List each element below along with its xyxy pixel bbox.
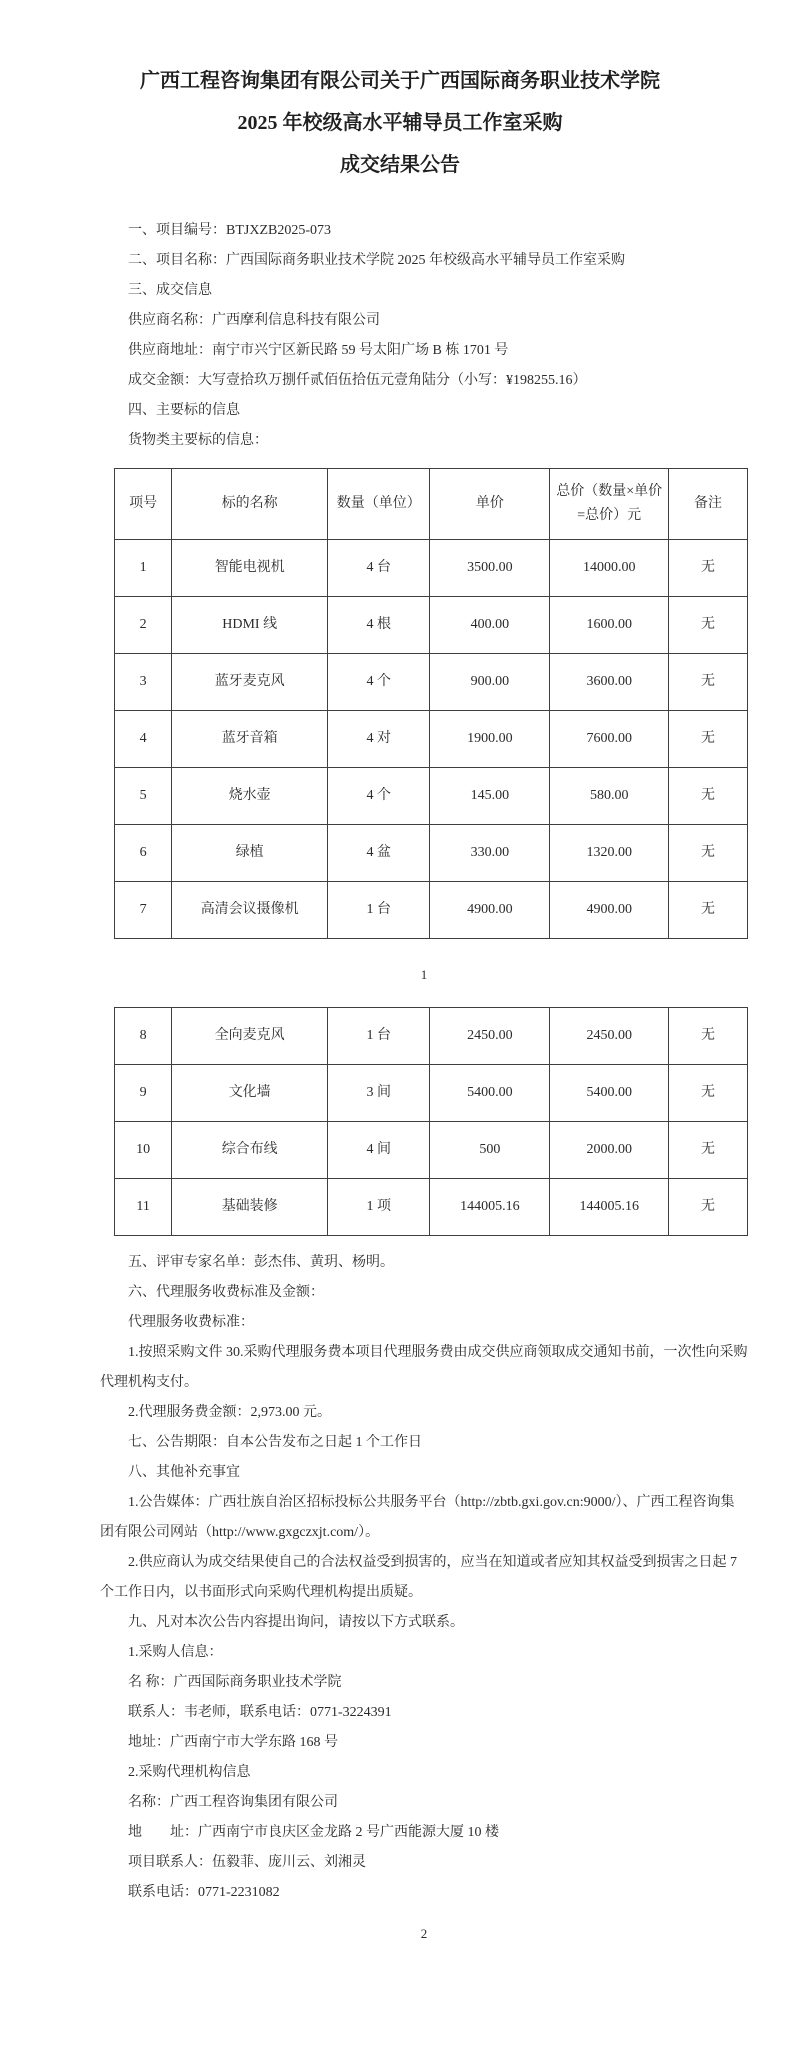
cell-remark: 无 — [669, 1065, 748, 1122]
cell-quantity: 4 间 — [328, 1122, 430, 1179]
project-number-paragraph: 一、项目编号：BTJXZB2025-073 — [128, 223, 331, 238]
cell-item-no: 11 — [115, 1179, 172, 1236]
table-row — [115, 1065, 748, 1122]
cell-unit-price: 3500.00 — [430, 540, 550, 597]
cell-total-price: 4900.00 — [550, 882, 669, 939]
table-row — [115, 882, 748, 939]
cell-unit-price: 4900.00 — [430, 882, 550, 939]
cell-quantity: 4 个 — [328, 768, 430, 825]
agency-phone-paragraph: 联系电话：0771-2231082 — [128, 1885, 280, 1900]
cell-item-no: 4 — [115, 711, 172, 768]
table-row — [115, 825, 748, 882]
table-header-row — [115, 469, 748, 540]
agency-fee-rule-paragraph: 1.按照采购文件 30.采购代理服务费本项目代理服务费由成交供应商领取成交通知书前，一次性向采购代理机构支付。 — [100, 1345, 748, 1390]
purchaser-name-paragraph: 名 称：广西国际商务职业技术学院 — [128, 1675, 342, 1690]
cell-item-no: 8 — [115, 1008, 172, 1065]
header-remark: 备注 — [669, 469, 748, 540]
cell-item-no: 1 — [115, 540, 172, 597]
cell-item-name: 高清会议摄像机 — [172, 882, 328, 939]
cell-item-no: 10 — [115, 1122, 172, 1179]
cell-remark: 无 — [669, 540, 748, 597]
table-row — [115, 597, 748, 654]
purchaser-address-paragraph: 地址：广西南宁市大学东路 168 号 — [128, 1735, 338, 1750]
cell-quantity: 4 个 — [328, 654, 430, 711]
cell-total-price: 2000.00 — [550, 1122, 669, 1179]
header-item-name: 标的名称 — [172, 469, 328, 540]
cell-remark: 无 — [669, 597, 748, 654]
header-quantity: 数量（单位） — [328, 469, 430, 540]
cell-unit-price: 145.00 — [430, 768, 550, 825]
table-row — [115, 768, 748, 825]
cell-remark: 无 — [669, 768, 748, 825]
supplier-name-paragraph: 供应商名称：广西摩利信息科技有限公司 — [128, 313, 380, 328]
cell-quantity: 1 台 — [328, 1008, 430, 1065]
cell-item-name: 蓝牙麦克风 — [172, 654, 328, 711]
other-matters-heading: 八、其他补充事宜 — [128, 1465, 240, 1480]
items-table-page1 — [114, 468, 748, 939]
objection-paragraph: 2.供应商认为成交结果使自己的合法权益受到损害的，应当在知道或者应知其权益受到损害之日起 7 个工作日内，以书面形式向采购代理机构提出质疑。 — [100, 1555, 737, 1600]
cell-item-name: 文化墙 — [172, 1065, 328, 1122]
cell-item-name: 烧水壶 — [172, 768, 328, 825]
cell-item-name: HDMI 线 — [172, 597, 328, 654]
cell-item-no: 5 — [115, 768, 172, 825]
cell-remark: 无 — [669, 882, 748, 939]
deal-info-heading: 三、成交信息 — [128, 283, 212, 298]
doc-title-line-2: 2025 年校级高水平辅导员工作室采购 — [237, 112, 563, 134]
doc-title-line-3: 成交结果公告 — [340, 154, 460, 176]
subject-info-heading: 四、主要标的信息 — [128, 403, 240, 418]
agency-fee-standard-label: 代理服务收费标准： — [128, 1315, 254, 1330]
cell-item-name: 全向麦克风 — [172, 1008, 328, 1065]
cell-total-price: 1600.00 — [550, 597, 669, 654]
cell-quantity: 4 台 — [328, 540, 430, 597]
page-number-2: 2 — [420, 1926, 428, 1941]
cell-remark: 无 — [669, 825, 748, 882]
cell-remark: 无 — [669, 654, 748, 711]
table-row — [115, 540, 748, 597]
supplier-address-paragraph: 供应商地址：南宁市兴宁区新民路 59 号太阳广场 B 栋 1701 号 — [128, 343, 509, 358]
table-row — [115, 1122, 748, 1179]
cell-total-price: 3600.00 — [550, 654, 669, 711]
table-row — [115, 711, 748, 768]
cell-quantity: 3 间 — [328, 1065, 430, 1122]
cell-item-no: 6 — [115, 825, 172, 882]
agency-info-label: 2.采购代理机构信息 — [128, 1765, 251, 1780]
cell-unit-price: 500 — [430, 1122, 550, 1179]
header-unit-price: 单价 — [430, 469, 550, 540]
cell-item-name: 绿植 — [172, 825, 328, 882]
contact-heading: 九、凡对本次公告内容提出询问，请按以下方式联系。 — [128, 1615, 464, 1630]
closing-section — [100, 1248, 748, 1908]
cell-remark: 无 — [669, 1179, 748, 1236]
cell-total-price: 14000.00 — [550, 540, 669, 597]
doc-title-line-1: 广西工程咨询集团有限公司关于广西国际商务职业技术学院 — [140, 70, 660, 92]
cell-remark: 无 — [669, 1008, 748, 1065]
cell-remark: 无 — [669, 1122, 748, 1179]
cell-unit-price: 330.00 — [430, 825, 550, 882]
cell-item-name: 蓝牙音箱 — [172, 711, 328, 768]
header-total-price: 总价（数量×单价=总价）元 — [550, 469, 669, 540]
cell-unit-price: 2450.00 — [430, 1008, 550, 1065]
cell-total-price: 144005.16 — [550, 1179, 669, 1236]
doc-body — [0, 186, 800, 1944]
cell-item-no: 9 — [115, 1065, 172, 1122]
announcement-period-paragraph: 七、公告期限：自本公告发布之日起 1 个工作日 — [128, 1435, 422, 1450]
table-row — [115, 1008, 748, 1065]
items-table-page2 — [114, 1007, 748, 1236]
cell-item-no: 2 — [115, 597, 172, 654]
agency-address-paragraph: 地 址：广西南宁市良庆区金龙路 2 号广西能源大厦 10 楼 — [128, 1825, 499, 1840]
cell-unit-price: 144005.16 — [430, 1179, 550, 1236]
deal-amount-paragraph: 成交金额：大写壹拾玖万捌仟贰佰伍拾伍元壹角陆分（小写：¥198255.16） — [128, 373, 587, 388]
table-row — [115, 1179, 748, 1236]
cell-remark: 无 — [669, 711, 748, 768]
goods-info-label: 货物类主要标的信息： — [128, 433, 268, 448]
cell-quantity: 4 盆 — [328, 825, 430, 882]
purchaser-contact-paragraph: 联系人：韦老师，联系电话：0771-3224391 — [128, 1705, 392, 1720]
cell-total-price: 2450.00 — [550, 1008, 669, 1065]
cell-total-price: 580.00 — [550, 768, 669, 825]
project-contacts-paragraph: 项目联系人：伍毅菲、庞川云、刘湘灵 — [128, 1855, 366, 1870]
cell-item-name: 基础装修 — [172, 1179, 328, 1236]
cell-total-price: 7600.00 — [550, 711, 669, 768]
cell-unit-price: 5400.00 — [430, 1065, 550, 1122]
doc-title — [0, 0, 800, 186]
agency-name-paragraph: 名称：广西工程咨询集团有限公司 — [128, 1795, 338, 1810]
agency-fee-heading: 六、代理服务收费标准及金额： — [128, 1285, 324, 1300]
cell-item-name: 综合布线 — [172, 1122, 328, 1179]
cell-unit-price: 900.00 — [430, 654, 550, 711]
cell-unit-price: 400.00 — [430, 597, 550, 654]
page-number-1: 1 — [420, 967, 428, 982]
cell-total-price: 5400.00 — [550, 1065, 669, 1122]
cell-item-no: 7 — [115, 882, 172, 939]
agency-fee-amount-paragraph: 2.代理服务费金额：2,973.00 元。 — [128, 1405, 331, 1420]
cell-item-name: 智能电视机 — [172, 540, 328, 597]
cell-quantity: 1 台 — [328, 882, 430, 939]
project-name-paragraph: 二、项目名称：广西国际商务职业技术学院 2025 年校级高水平辅导员工作室采购 — [128, 253, 625, 268]
table-row — [115, 654, 748, 711]
media-paragraph: 1.公告媒体：广西壮族自治区招标投标公共服务平台（http://zbtb.gxi.gov.cn:9000/）、广西工程咨询集团有限公司网站（http://www.gxgczxjt.com/）。 — [100, 1495, 735, 1540]
header-item-no: 项号 — [115, 469, 172, 540]
cell-unit-price: 1900.00 — [430, 711, 550, 768]
cell-total-price: 1320.00 — [550, 825, 669, 882]
cell-quantity: 1 项 — [328, 1179, 430, 1236]
cell-quantity: 4 根 — [328, 597, 430, 654]
cell-quantity: 4 对 — [328, 711, 430, 768]
experts-paragraph: 五、评审专家名单：彭杰伟、黄玥、杨明。 — [128, 1255, 394, 1270]
purchaser-info-label: 1.采购人信息： — [128, 1645, 223, 1660]
cell-item-no: 3 — [115, 654, 172, 711]
